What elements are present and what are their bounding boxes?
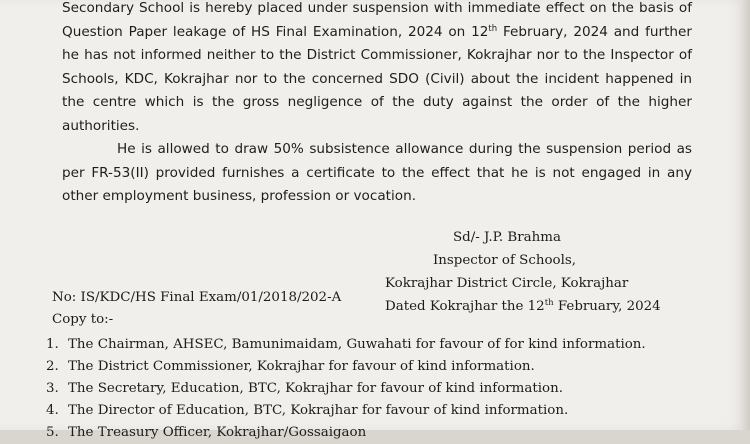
paragraph-line: Question Paper leakage of HS Final Examination, 2024 on 12	[62, 23, 489, 40]
list-item	[46, 334, 646, 356]
copy-to-list	[46, 334, 646, 444]
signatory-circle: Kokrajhar District Circle, Kokrajhar	[385, 276, 629, 291]
allowance-paragraph	[62, 138, 692, 209]
list-number: 4.	[46, 403, 59, 418]
list-text: The Secretary, Education, BTC, Kokrajhar for favour of kind information.	[68, 381, 563, 396]
dated-prefix: Dated Kokrajhar the 12	[385, 299, 545, 314]
list-text: The Chairman, AHSEC, Bamunimaidam, Guwahati for favour of for kind information.	[68, 337, 646, 352]
signature-block	[385, 226, 661, 318]
dated-ordinal: th	[544, 298, 554, 308]
list-number: 3.	[46, 381, 59, 396]
paragraph-line: employment business, profession or vocation.	[102, 188, 417, 204]
paragraph-line: has not informed neither to the District Commissioner, Kokrajhar nor to the Inspector of	[84, 47, 693, 63]
ordinal-suffix: th	[488, 23, 498, 34]
signatory-designation: Inspector of Schools,	[433, 253, 576, 268]
dated-suffix: February, 2024	[553, 299, 661, 314]
paragraph-line: February, 2024 and further he	[62, 23, 692, 63]
reference-number: No: IS/KDC/HS Final Exam/01/2018/202-A	[52, 290, 342, 305]
letter-body	[62, 0, 692, 209]
list-item	[46, 356, 646, 378]
paragraph-line: per FR-53(II) provided furnishes a certificate to the effect that he is not engaged in any other	[62, 164, 692, 204]
signatory-name: Sd/- J.P. Brahma	[453, 230, 561, 245]
list-number: 5.	[46, 425, 59, 440]
paragraph-line: Schools, KDC, Kokrajhar nor to the concerned SDO (Civil) about the incident happened in the	[62, 70, 692, 110]
list-text: The District Commissioner, Kokrajhar for favour of kind information.	[68, 359, 535, 374]
paragraph-line: Secondary School is hereby placed under suspension with immediate effect on the basis of	[62, 0, 692, 16]
list-text: The Director of Education, BTC, Kokrajhar for favour of kind information.	[68, 403, 569, 418]
paragraph-line: He is allowed to draw 50% subsistence allowance during the suspension period as	[117, 141, 692, 157]
paragraph-line: centre which is the gross negligence of the duty against the order of the higher authorities.	[62, 94, 692, 134]
list-number: 1.	[46, 337, 59, 352]
suspension-paragraph	[62, 0, 692, 138]
list-item	[46, 422, 646, 444]
list-item	[46, 400, 646, 422]
list-number: 2.	[46, 359, 59, 374]
dated-line	[385, 295, 661, 318]
list-text: The Treasury Officer, Kokrajhar/Gossaigaon	[68, 425, 367, 440]
copy-to-label: Copy to:-	[52, 312, 114, 327]
list-item	[46, 378, 646, 400]
page-edge-shadow	[740, 0, 750, 430]
